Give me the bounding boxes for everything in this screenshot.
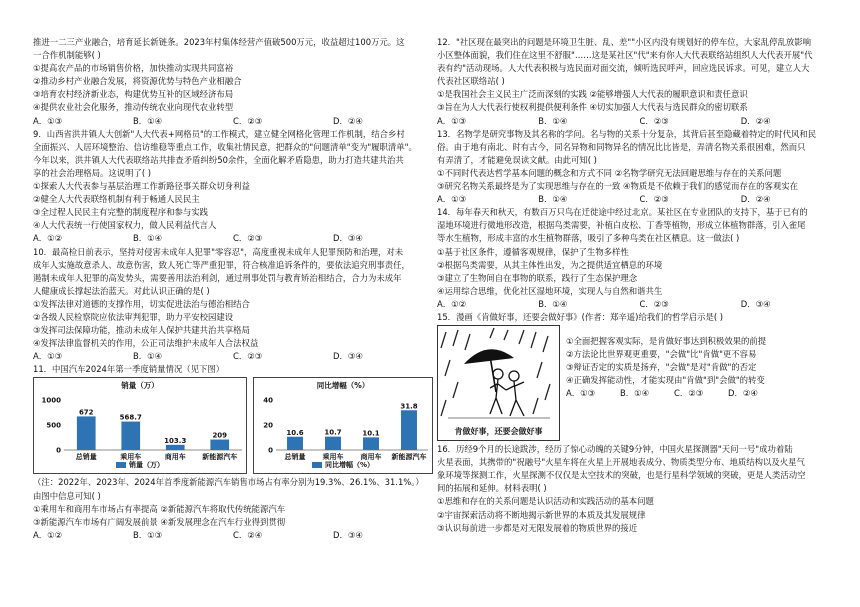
category-label: 新能源汽车 — [202, 453, 238, 462]
answer-options — [566, 387, 782, 400]
chart-title: 同比增幅（%） — [316, 381, 370, 391]
statement: ④提供农业社会化服务，推动传统农业向现代农业转型 — [33, 102, 234, 113]
option-a[interactable]: A．①③ — [437, 194, 467, 205]
question-text: 等水生植物，形成丰富的水生植物群落，吸引了多种鸟类在社区栖息。这一做法( ) — [437, 233, 740, 244]
option-a[interactable]: A．①③ — [33, 351, 63, 362]
statement: ②健全人大代表联络机制有利于畅通人民民主 — [33, 194, 200, 205]
statement: ③研究名物关系最终是为了实现思维与存在的一致 ④物质是不依赖于我们的感觉而存在的客观实在 — [437, 181, 799, 192]
statement: ④运用综合思维，优化社区湿地环境，实现人与自然和谐共生 — [437, 285, 663, 296]
statement: ③培育农村经济新业态，构建优势互补的区域经济布局 — [33, 89, 234, 100]
question-text: 表有约"活动现场。人大代表积极与选民面对面交流，倾听选民呼声，回应选民诉求。可见，建立人大 — [437, 63, 810, 74]
statement: ①提高农产品的市场销售价格，加快推动实现共同富裕 — [33, 63, 234, 74]
statement: ②宇宙探索活动将不断地揭示新世界的本质及其发展规律 — [437, 509, 646, 520]
option-b[interactable]: B．①④ — [538, 194, 568, 205]
question-text: 代表社区联络站( ) — [437, 76, 505, 87]
statement: ③发挥司法保障功能，推动未成年人保护共建共治共享格局 — [33, 325, 250, 336]
answer-options — [33, 529, 433, 542]
option-a[interactable]: A．①② — [437, 298, 467, 309]
question-14 — [437, 206, 842, 311]
category-label: 商用车 — [360, 453, 382, 462]
option-c[interactable]: C．②③ — [233, 233, 263, 244]
answer-options — [33, 232, 433, 245]
chart-note: （注：2022年、2023年、2024年首季度新能源汽车销售市场占有率分别为19.3%、26.1%、31.1%。） — [33, 477, 424, 488]
option-c[interactable]: C．②③ — [639, 194, 669, 205]
chart-legend — [254, 459, 432, 472]
chart-title: 销量（万） — [121, 381, 159, 391]
data-label: 10.6 — [286, 429, 304, 438]
option-d[interactable]: D．②④ — [740, 194, 771, 205]
bar — [287, 437, 303, 450]
left-column — [33, 36, 433, 542]
question-text: 由图中信息可知( ) — [33, 490, 101, 501]
comic-drawing — [438, 326, 559, 440]
y-tick-label: 20 — [263, 421, 273, 430]
statement: ③建立了生物间自在事物的联系，践行了生态保护理念 — [437, 272, 638, 283]
car-sales-chart — [33, 377, 433, 474]
option-d[interactable]: D．③④ — [740, 298, 771, 309]
y-tick-label: 0 — [56, 446, 61, 455]
question-text: 有弄清了，才能避免误读文献。由此可知( ) — [437, 154, 597, 165]
question-text: 俗。由于地有南北、时有古今，同名异物和同物异名的情况比比皆是，弄清名物关系很困难，然而只 — [437, 141, 806, 152]
legend-swatch — [116, 462, 126, 468]
y-tick-label: 0 — [268, 446, 273, 455]
option-b[interactable]: B．①④ — [133, 115, 163, 126]
statement: ①是我国社会主义民主广泛而深刻的实践 ②能够增强人大代表的履职意识和责任意识 — [437, 89, 748, 100]
chart-legend — [34, 459, 246, 472]
statement: ①乘用车和商用车市场占有率提高 ②新能源汽车将取代传统能源汽车 — [33, 503, 286, 514]
question-text: 9．山西省洪井镇人大创新"人大代表+网格员"的工作模式，建立健全网格化管理工作机制，结合乡村 — [33, 128, 405, 139]
statement: ③认识每前进一步都是对无限发展着的物质世界的接近 — [437, 522, 638, 533]
question-text: 人健康成长撑起法治蓝天。对此认识正确的是( ) — [33, 285, 210, 296]
question-text: 推进一二三产业融合，培育延长新链条。2023年村集体经营产值破500万元，收益超过100万元。这 — [33, 37, 405, 47]
statement: ①基于社区条件，遵循客观规律，保护了生物多样性 — [437, 246, 629, 257]
category-label: 乘用车 — [120, 453, 142, 462]
option-b[interactable]: B．①④ — [538, 298, 568, 309]
answer-options — [33, 115, 433, 128]
question-text: 14．每年春天和秋天，有数百万只鸟在迁徙途中经过北京。某社区在专业团队的支持下，基于已有的 — [437, 207, 808, 218]
question-13 — [437, 128, 842, 207]
option-a[interactable]: A．①③ — [33, 115, 63, 126]
question-9 — [33, 128, 433, 246]
statement: ③新能源汽车市场有广阔发展前景 ④新发展理念在汽车行业得到贯彻 — [33, 516, 286, 527]
question-text: 遏制未成年人犯罪的高发势头，需要善用法治利剑，通过刑事处罚与教育矫治相结合，合力为未成年 — [33, 272, 402, 283]
option-c[interactable]: C．②③ — [674, 388, 704, 399]
statement: ②方法论比世界观更重要，"会做"比"肯做"更不容易 — [566, 349, 757, 360]
statement: ①探索人大代表参与基层治理工作新路径事关群众切身利益 — [33, 181, 250, 192]
question-text: 成年人实施故意杀人、故意伤害，致人死亡等严重犯罪，符合核准追诉条件的，要依法追究刑事责任， — [33, 259, 410, 270]
category-label: 总销量 — [75, 453, 97, 462]
option-c[interactable]: C．②③ — [639, 115, 669, 126]
question-text: 12．"社区现在最突出的问题是环境卫生脏、乱、差""小区内没有规划好的停车位，大家乱停乱放影响 — [437, 37, 811, 47]
question-text: 10．最高检日前表示，坚持对侵害未成年人犯罪"零容忍"，高度重视未成年人犯罪预防和治理，对未 — [33, 246, 404, 257]
right-column — [437, 36, 842, 535]
question-text: 一合作机制能够( ) — [33, 50, 101, 61]
category-label: 商用车 — [164, 453, 186, 462]
option-d[interactable]: D．③④ — [333, 529, 363, 540]
option-a[interactable]: A．①② — [33, 529, 63, 540]
question-text: 火星表面，其携带的"祝融号"火星车将在火星上开展地表成分、物质类型分布、地质结构以及火星气 — [437, 457, 805, 468]
option-b[interactable]: B．①③ — [133, 529, 163, 540]
question-text: 16．历经9个月的长途跋涉，经历了惊心动魄的关键9分钟，中国火星探测器"天问一号"成功着陆 — [437, 444, 793, 455]
growth-rate-panel — [253, 377, 433, 474]
category-label: 总销量 — [284, 453, 306, 462]
question-12 — [437, 36, 842, 128]
question-16 — [437, 443, 842, 535]
data-label: 10.7 — [324, 429, 342, 438]
bar — [401, 411, 417, 451]
question-text: 11．中国汽车2024年第一季度销量情况（见下图） — [33, 364, 225, 375]
question-11 — [33, 363, 433, 542]
option-a[interactable]: A．①③ — [437, 115, 467, 126]
option-a[interactable]: A．①② — [33, 233, 63, 244]
statement: ①发挥法律对道德的支撑作用，切实促进法治与德治相结合 — [33, 298, 250, 309]
y-tick-label: 500 — [46, 421, 61, 430]
option-c[interactable]: C．②④ — [233, 529, 263, 540]
question-15 — [437, 311, 842, 443]
data-label: 103.3 — [164, 437, 187, 446]
data-label: 31.8 — [400, 402, 418, 411]
category-label: 新能源汽车 — [391, 453, 427, 462]
answer-options — [437, 193, 842, 206]
question-text: 13．名物学是研究事物及其名称的学问。名与物的关系十分复杂，其背后甚至隐藏着特定的时代风和民 — [437, 128, 817, 139]
question-text: 小区整体面貌，我们住在这里不舒服"……这是某社区"代"来有你人大代表联络站组织人大代表开展"代 — [437, 50, 813, 61]
option-b[interactable]: B．①④ — [538, 115, 568, 126]
legend-label: 同比增幅（%） — [324, 461, 374, 470]
question-text: 今年以来，洪井镇人大代表联络站共排查矛盾纠纷50余件，全面化解矛盾隐患，助力打造共建共治共 — [33, 154, 404, 165]
bar — [363, 438, 379, 451]
y-tick-label: 1000 — [41, 396, 61, 405]
option-d[interactable]: D．③④ — [333, 233, 363, 244]
statement: ③旨在为人大代表行使权利提供便利条件 ④切实加强人大代表与选民群众的密切联系 — [437, 102, 748, 113]
option-d[interactable]: D．③④ — [333, 351, 363, 362]
statement: ②推动乡村产业融合发展，将资源优势与特色产业相融合 — [33, 76, 242, 87]
option-d[interactable]: D．②④ — [333, 115, 363, 126]
option-a[interactable]: A．①③ — [566, 388, 596, 399]
statement: ④正确发挥能动性，才能实现由"肯做"到"会做"的转变 — [566, 375, 765, 386]
data-label: 672 — [78, 408, 94, 417]
question-text: 全面振兴、人居环境整治、信访维稳等重点工作，收集社情民意，把群众的"问题清单"变为"履职清单"。 — [33, 141, 417, 152]
data-label: 10.1 — [362, 429, 380, 438]
sales-volume-panel — [33, 377, 247, 474]
statement: ②根据鸟类需要，从其主体性出发，为之提供适宜栖息的环境 — [437, 259, 663, 270]
question-text: 享的社会治理格局。这说明了( ) — [33, 167, 152, 178]
bar — [121, 422, 140, 450]
legend-label: 销量（万） — [129, 461, 164, 470]
statement: ①思维和存在的关系问题是认识活动和实践活动的基本问题 — [437, 496, 654, 507]
data-label: 209 — [212, 431, 228, 440]
bar — [325, 437, 341, 450]
legend-swatch — [312, 462, 322, 468]
data-label: 568.7 — [119, 414, 142, 423]
question-text: 象环境等探测工作，火星探测不仅仅是太空技术的突破，也是行星科学领域的突破，更是人类活动空 — [437, 470, 806, 481]
bar — [166, 445, 185, 450]
option-d[interactable]: D．②④ — [728, 388, 758, 399]
statement: ③辩证否定的实质是扬弃，"会做"是对"肯做"的否定 — [566, 362, 757, 373]
statement: ③全过程人民民主有完整的制度程序和参与实践 — [33, 207, 209, 218]
question-text: 间的拓展和延伸。材料表明( ) — [437, 483, 547, 494]
category-label: 乘用车 — [322, 453, 344, 462]
bar — [210, 440, 229, 450]
statement: ②各级人民检察院应依法审判犯罪，助力平安校园建设 — [33, 311, 234, 322]
statement: ④发挥法律监督机关的作用，公正司法维护未成年人合法权益 — [33, 338, 259, 349]
option-c[interactable]: C．②③ — [639, 298, 669, 309]
option-d[interactable]: D．②④ — [740, 115, 771, 126]
y-tick-label: 40 — [263, 396, 273, 405]
comic-row — [437, 325, 842, 443]
statement: ①全面把握客观实际，是肯做好事达到积极效果的前提 — [566, 336, 767, 347]
statement: ①不同时代表达哲学基本问题的概念和方式不同 ②名物学研究无法回避思维与存在的关系问题 — [437, 167, 782, 178]
comic-caption: 肯做好事，还要会做好事 — [454, 426, 543, 436]
answer-options — [33, 350, 433, 363]
question-text: 湿地环境进行微地形改造，根据鸟类需要，补植白皮松、丁香等植物，形成立体植物群落，引入雀尾 — [437, 220, 806, 231]
option-b[interactable]: B．①④ — [620, 388, 650, 399]
question-text: 15．漫画《肯做好事，还要会做好事》(作者：郑辛遥)给我们的哲学启示是( ) — [437, 311, 724, 322]
comic-image — [437, 325, 560, 441]
option-b[interactable]: B．①④ — [133, 233, 163, 244]
answer-options — [437, 298, 842, 311]
bar — [77, 417, 96, 451]
question-8 — [33, 36, 433, 128]
option-b[interactable]: B．①④ — [133, 351, 163, 362]
statement: ④人大代表统一行使国家权力，做人民利益代言人 — [33, 220, 217, 231]
answer-options — [437, 115, 842, 128]
option-c[interactable]: C．②③ — [233, 351, 263, 362]
option-c[interactable]: C．②③ — [233, 115, 263, 126]
comic-statements — [560, 325, 782, 443]
question-10 — [33, 246, 433, 364]
